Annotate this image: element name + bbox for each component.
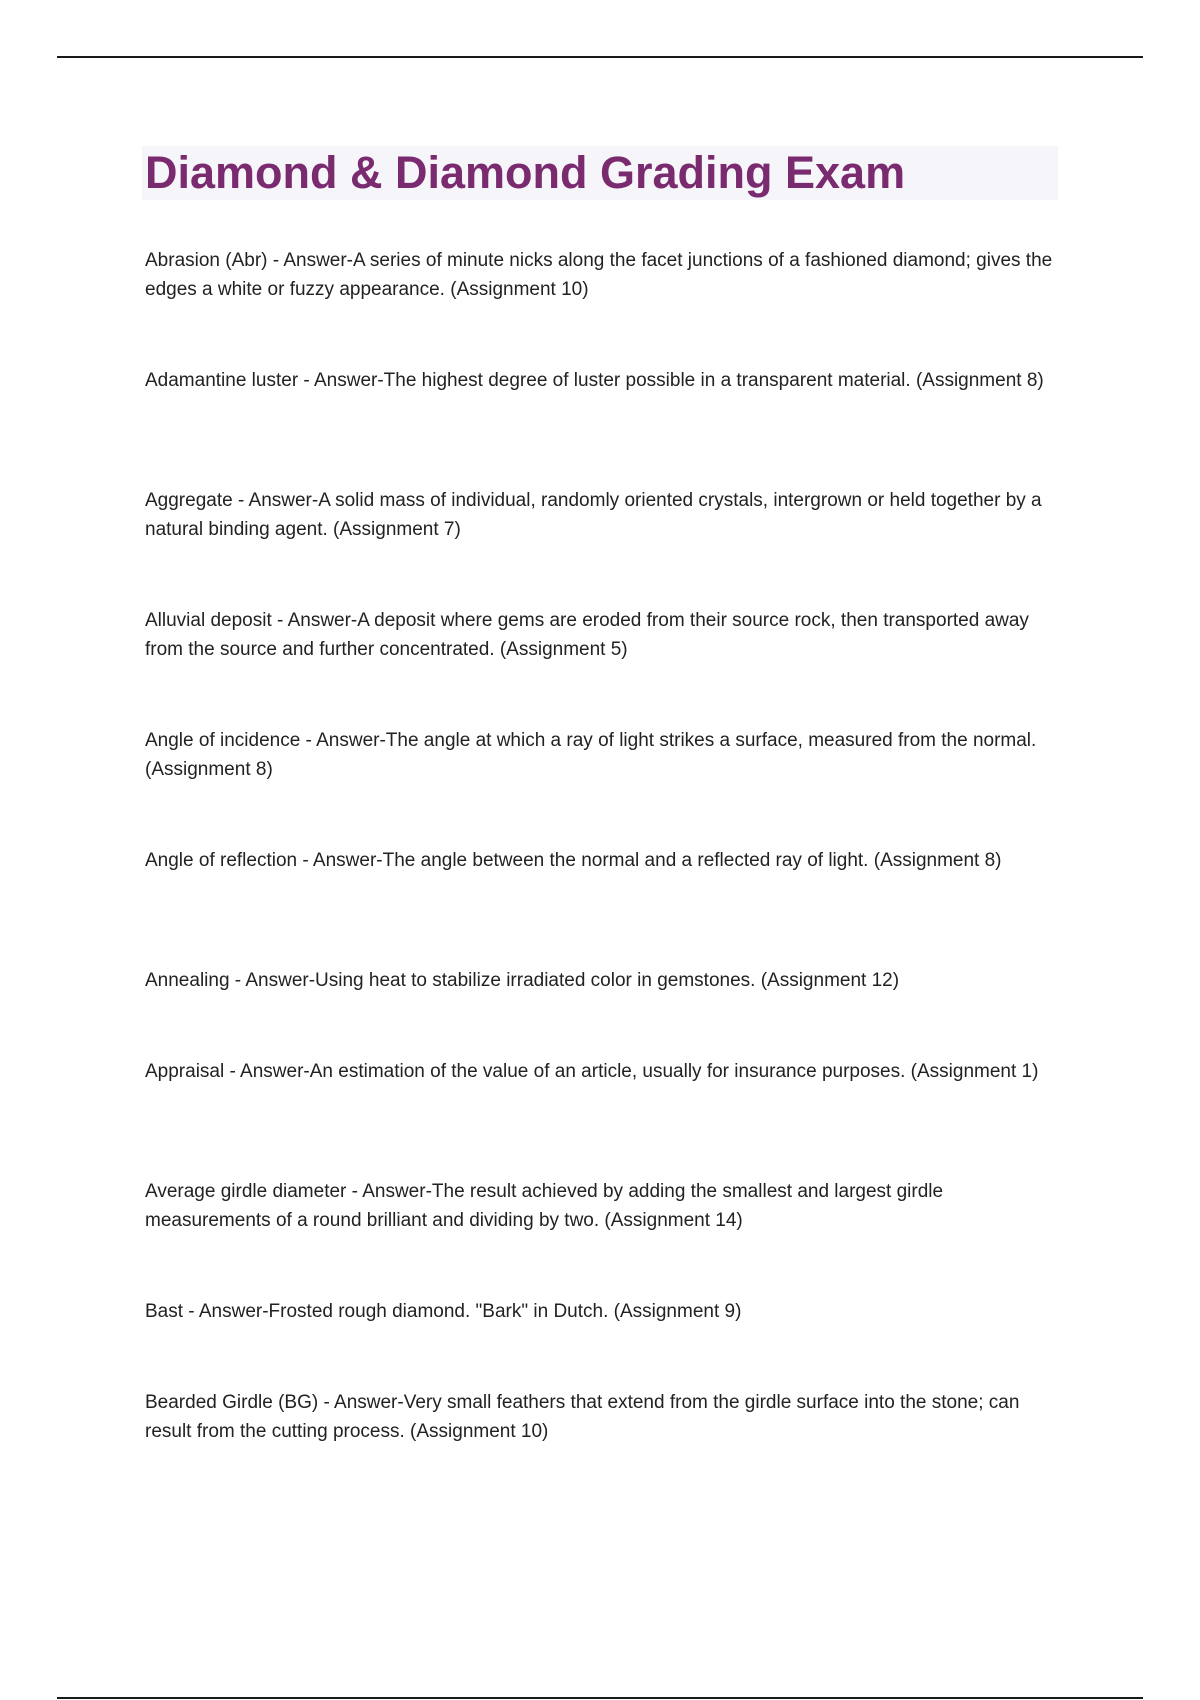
- glossary-entry-abrasion: Abrasion (Abr) - Answer-A series of minute nicks along the facet junctions of a fashioned diamond; gives the edges a white or fuzzy appearance. (Assignment 10): [145, 250, 1053, 300]
- document-title: Diamond & Diamond Grading Exam: [145, 147, 906, 198]
- header-rule: [57, 56, 1143, 58]
- glossary-entry-appraisal: Appraisal - Answer-An estimation of the value of an article, usually for insurance purposes. (Assignment 1): [145, 1061, 1039, 1082]
- glossary-list: [145, 246, 1065, 1508]
- glossary-entry-annealing: Annealing - Answer-Using heat to stabilize irradiated color in gemstones. (Assignment 12): [145, 970, 900, 991]
- glossary-entry-aggregate: Aggregate - Answer-A solid mass of individual, randomly oriented crystals, intergrown or held together by a natural binding agent. (Assignment 7): [145, 490, 1042, 540]
- glossary-entry-adamantine-luster: Adamantine luster - Answer-The highest degree of luster possible in a transparent material. (Assignment 8): [145, 370, 1044, 391]
- glossary-entry-bearded-girdle: Bearded Girdle (BG) - Answer-Very small feathers that extend from the girdle surface into the stone; can result from the cutting process. (Assignment 10): [145, 1392, 1020, 1442]
- glossary-entry-alluvial-deposit: Alluvial deposit - Answer-A deposit where gems are eroded from their source rock, then transported away from the source and further concentrated. (Assignment 5): [145, 610, 1029, 660]
- glossary-entry-angle-of-incidence: Angle of incidence - Answer-The angle at which a ray of light strikes a surface, measured from the normal. (Assignment 8): [145, 730, 1037, 780]
- glossary-entry-average-girdle-diameter: Average girdle diameter - Answer-The result achieved by adding the smallest and largest girdle measurements of a round brilliant and dividing by two. (Assignment 14): [145, 1181, 944, 1231]
- glossary-entry-bast: Bast - Answer-Frosted rough diamond. "Bark" in Dutch. (Assignment 9): [145, 1301, 742, 1322]
- footer-rule: [57, 1697, 1143, 1699]
- glossary-entry-angle-of-reflection: Angle of reflection - Answer-The angle between the normal and a reflected ray of light. (Assignment 8): [145, 850, 1002, 871]
